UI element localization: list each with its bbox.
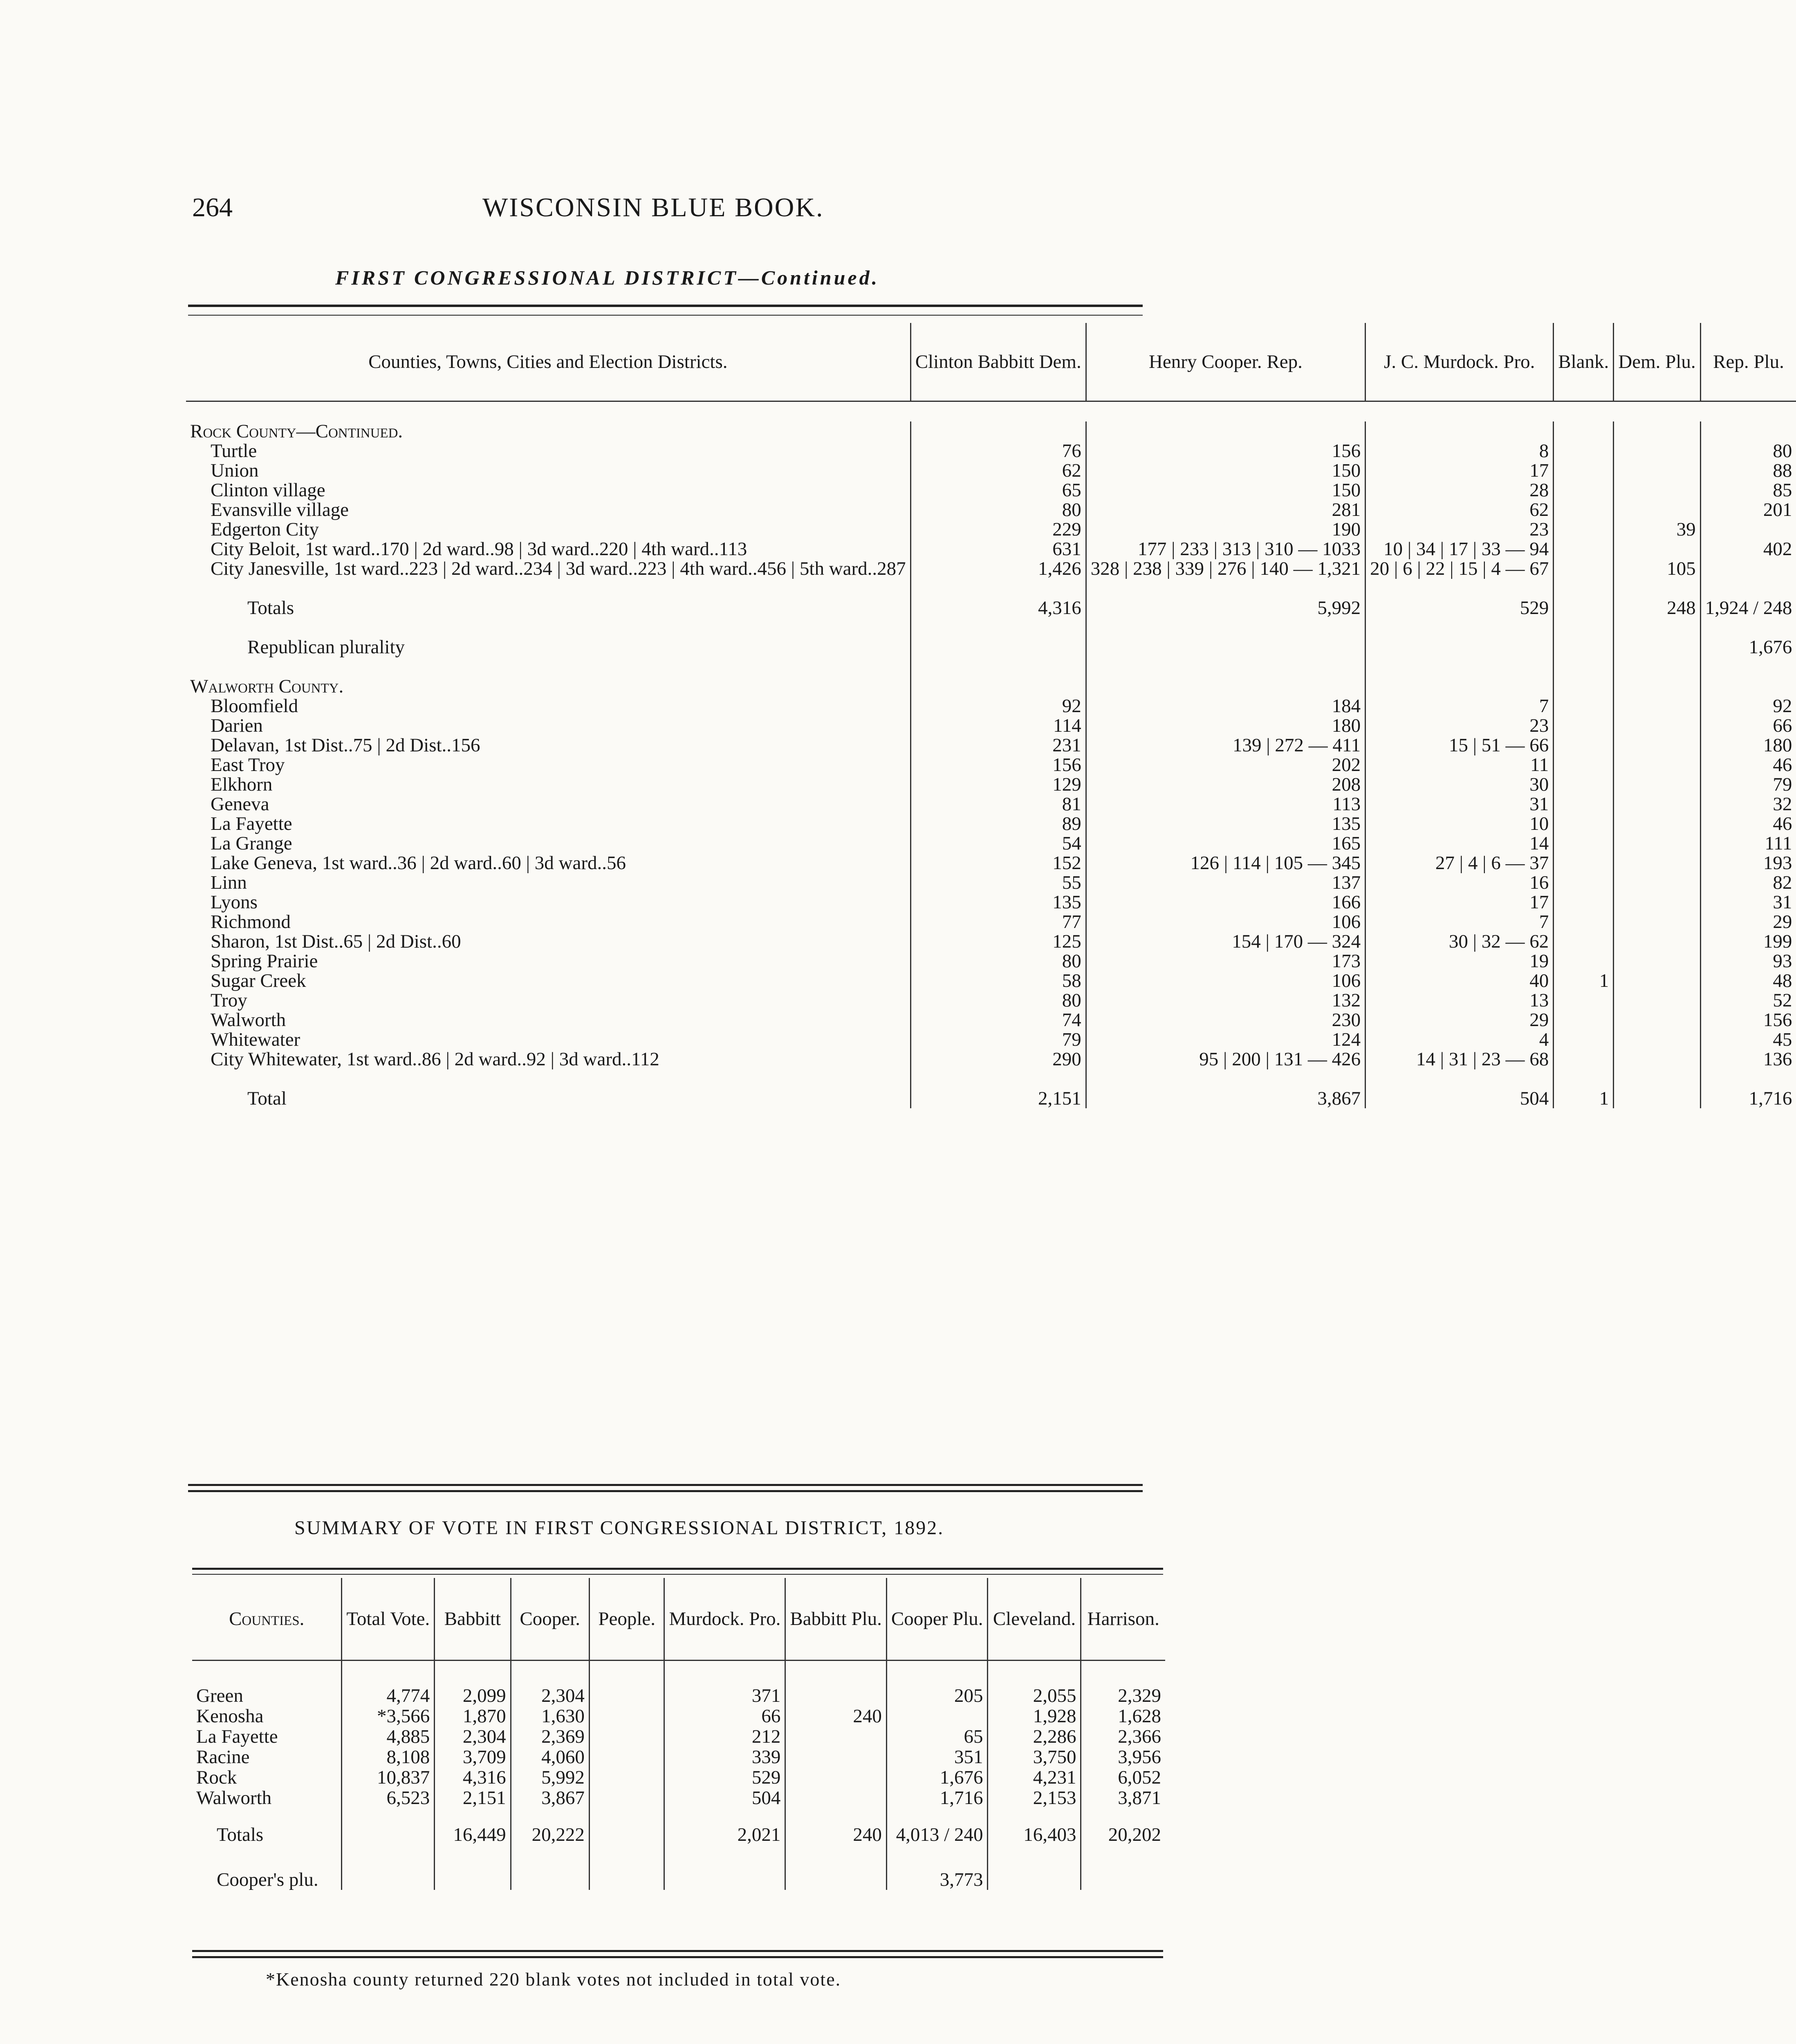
table-row: Clinton village 65 150 28 85 <box>186 480 1796 500</box>
table-row: Racine 8,108 3,709 4,060 339 351 3,750 3,956 <box>192 1747 1165 1767</box>
table-row: Turtle 76 156 8 80 <box>186 441 1796 461</box>
table-row: Union 62 150 17 88 <box>186 461 1796 480</box>
col-header: Cleveland. <box>988 1578 1081 1661</box>
table-row: Troy 80 132 13 52 <box>186 991 1796 1010</box>
totals-row: Totals 4,316 5,992 529 248 1,924 / 248 <box>186 598 1796 618</box>
col-header: Counties. <box>192 1578 342 1661</box>
table-row: Sharon, 1st Dist..65 | 2d Dist..60 125 154 | 170 — 324 30 | 32 — 62 199 <box>186 932 1796 951</box>
col-header: Harrison. <box>1081 1578 1165 1661</box>
table-row: Sugar Creek 58 106 40 1 48 <box>186 971 1796 991</box>
summary-header-row <box>192 1578 1165 1661</box>
table-row: Walworth 74 230 29 156 <box>186 1010 1796 1030</box>
table-row: Green 4,774 2,099 2,304 371 205 2,055 2,329 <box>192 1685 1165 1706</box>
vote-table <box>186 323 1796 1108</box>
table-row: City Beloit, 1st ward..170 | 2d ward..98 | 3d ward..220 | 4th ward..113 631 177 | 233 | 313 | 310 — 1033 10 | 34 | 17 | 33 — 94 402 <box>186 539 1796 559</box>
county-header: Walworth County. <box>190 676 344 697</box>
table-row: Elkhorn 129 208 30 79 <box>186 775 1796 794</box>
table-row: City Janesville, 1st ward..223 | 2d ward..234 | 3d ward..223 | 4th ward..456 | 5th ward..287 1,426 328 | 238 | 339 | 276 | 140 — 1,321 20 | 6 | 22 | 15 | 4 — 67 105 <box>186 559 1796 578</box>
table-row: Spring Prairie 80 173 19 93 <box>186 951 1796 971</box>
table-row: Lake Geneva, 1st ward..36 | 2d ward..60 | 3d ward..56 152 126 | 114 | 105 — 345 27 | 4 | 6 — 37 193 <box>186 853 1796 873</box>
table-row: La Grange 54 165 14 111 <box>186 834 1796 853</box>
table-row: La Fayette 4,885 2,304 2,369 212 65 2,286 2,366 <box>192 1726 1165 1747</box>
county-header: Rock County—Continued. <box>190 421 403 442</box>
page-number: 264 <box>192 193 233 222</box>
table-header-row <box>186 323 1796 401</box>
table-row: Darien 114 180 23 66 <box>186 716 1796 735</box>
summary-title: SUMMARY OF VOTE IN FIRST CONGRESSIONAL DISTRICT, 1892. <box>294 1517 944 1539</box>
table-row: Delavan, 1st Dist..75 | 2d Dist..156 231 139 | 272 — 411 15 | 51 — 66 180 <box>186 735 1796 755</box>
table-row: Geneva 81 113 31 32 <box>186 794 1796 814</box>
table-row: Walworth 6,523 2,151 3,867 504 1,716 2,153 3,871 <box>192 1788 1165 1808</box>
col-header: People. <box>589 1578 664 1661</box>
table-row: Bloomfield 92 184 7 92 <box>186 696 1796 716</box>
table-row: Whitewater 79 124 4 45 <box>186 1030 1796 1049</box>
col-header: Murdock. Pro. <box>664 1578 785 1661</box>
summary-plurality-row: Cooper's plu. 3,773 <box>192 1869 1165 1890</box>
table-row: City Whitewater, 1st ward..86 | 2d ward..92 | 3d ward..112 290 95 | 200 | 131 — 426 14 | 31 | 23 — 68 136 <box>186 1049 1796 1069</box>
table-row: La Fayette 89 135 10 46 <box>186 814 1796 834</box>
table-row: Edgerton City 229 190 23 39 <box>186 520 1796 539</box>
col-header: Cooper. <box>511 1578 589 1661</box>
col-header: Clinton Babbitt Dem. <box>910 323 1086 401</box>
table-row: Linn 55 137 16 82 <box>186 873 1796 892</box>
table-row: Lyons 135 166 17 31 <box>186 892 1796 912</box>
col-header: Cooper Plu. <box>886 1578 988 1661</box>
col-header: Dem. Plu. <box>1614 323 1700 401</box>
col-header: Rep. Plu. <box>1700 323 1796 401</box>
table-row: Kenosha *3,566 1,870 1,630 66 240 1,928 1,628 <box>192 1706 1165 1726</box>
col-header: Babbitt <box>435 1578 511 1661</box>
table-row: Evansville village 80 281 62 201 <box>186 500 1796 520</box>
table-row: East Troy 156 202 11 46 <box>186 755 1796 775</box>
summary-totals-row: Totals 16,449 20,222 2,021 240 4,013 / 240 16,403 20,202 <box>192 1824 1165 1845</box>
table-row: Richmond 77 106 7 29 <box>186 912 1796 932</box>
col-header: J. C. Murdock. Pro. <box>1365 323 1554 401</box>
col-header: Blank. <box>1554 323 1614 401</box>
totals-row: Total 2,151 3,867 504 1 1,716 <box>186 1089 1796 1108</box>
summary-table <box>192 1578 1165 1890</box>
section-subtitle: FIRST CONGRESSIONAL DISTRICT—Continued. <box>335 266 880 289</box>
col-header: Counties, Towns, Cities and Election Districts. <box>186 323 910 401</box>
col-header: Total Vote. <box>342 1578 435 1661</box>
footnote: *Kenosha county returned 220 blank votes not included in total vote. <box>266 1969 841 1990</box>
page-title: WISCONSIN BLUE BOOK. <box>482 193 824 222</box>
col-header: Henry Cooper. Rep. <box>1086 323 1365 401</box>
plurality-row: Republican plurality 1,676 <box>186 637 1796 657</box>
col-header: Babbitt Plu. <box>785 1578 887 1661</box>
table-row: Rock 10,837 4,316 5,992 529 1,676 4,231 6,052 <box>192 1767 1165 1788</box>
